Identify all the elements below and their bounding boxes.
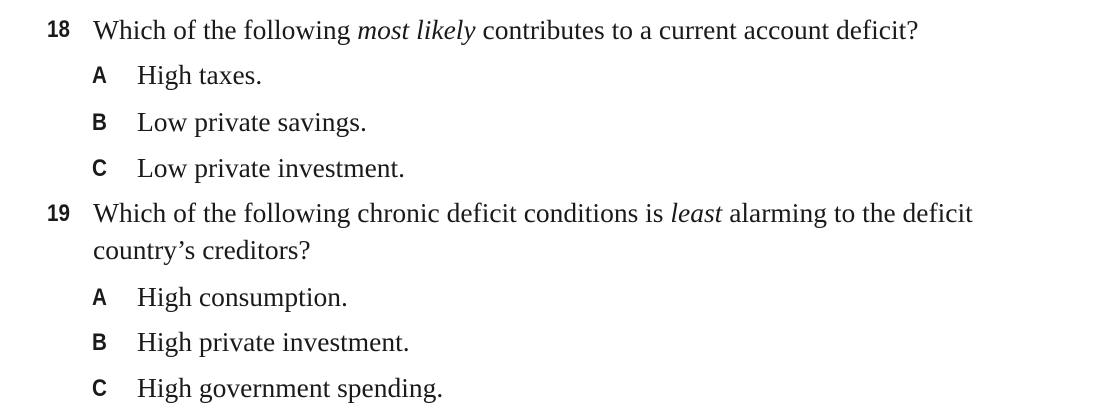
question-18-stem-end: contributes to a current account deficit? [475, 14, 919, 45]
question-18-option-a-letter: A [92, 62, 107, 89]
question-19-option-c-letter: C [92, 375, 107, 402]
question-19-number: 19 [47, 200, 70, 227]
question-19-stem-line-2: country’s creditors? [93, 234, 311, 265]
question-19-stem-end-line-1: alarming to the deficit [722, 197, 973, 228]
question-18-number: 18 [47, 16, 70, 43]
question-18-option-c-letter: C [92, 155, 107, 182]
question-18-stem-emphasis: most likely [357, 14, 476, 45]
question-19-option-b-text: High private investment. [137, 326, 410, 357]
question-18-stem-start: Which of the following [93, 14, 358, 45]
question-19-option-b-letter: B [92, 329, 107, 356]
question-18-stem [93, 12, 1093, 48]
question-18-option-b-text: Low private savings. [137, 106, 367, 137]
question-19-option-c-text: High government spending. [137, 372, 444, 403]
question-18-option-c-text: Low private investment. [137, 152, 406, 183]
question-19-stem-start: Which of the following chronic deficit conditions is [93, 197, 671, 228]
question-18-option-b-letter: B [92, 109, 107, 136]
question-19-option-a-text: High consumption. [137, 281, 348, 312]
question-19-option-a-letter: A [92, 284, 107, 311]
question-18-option-a-text: High taxes. [137, 59, 263, 90]
question-19-stem-line-1 [93, 195, 1093, 231]
question-19-stem-emphasis: least [670, 197, 723, 228]
